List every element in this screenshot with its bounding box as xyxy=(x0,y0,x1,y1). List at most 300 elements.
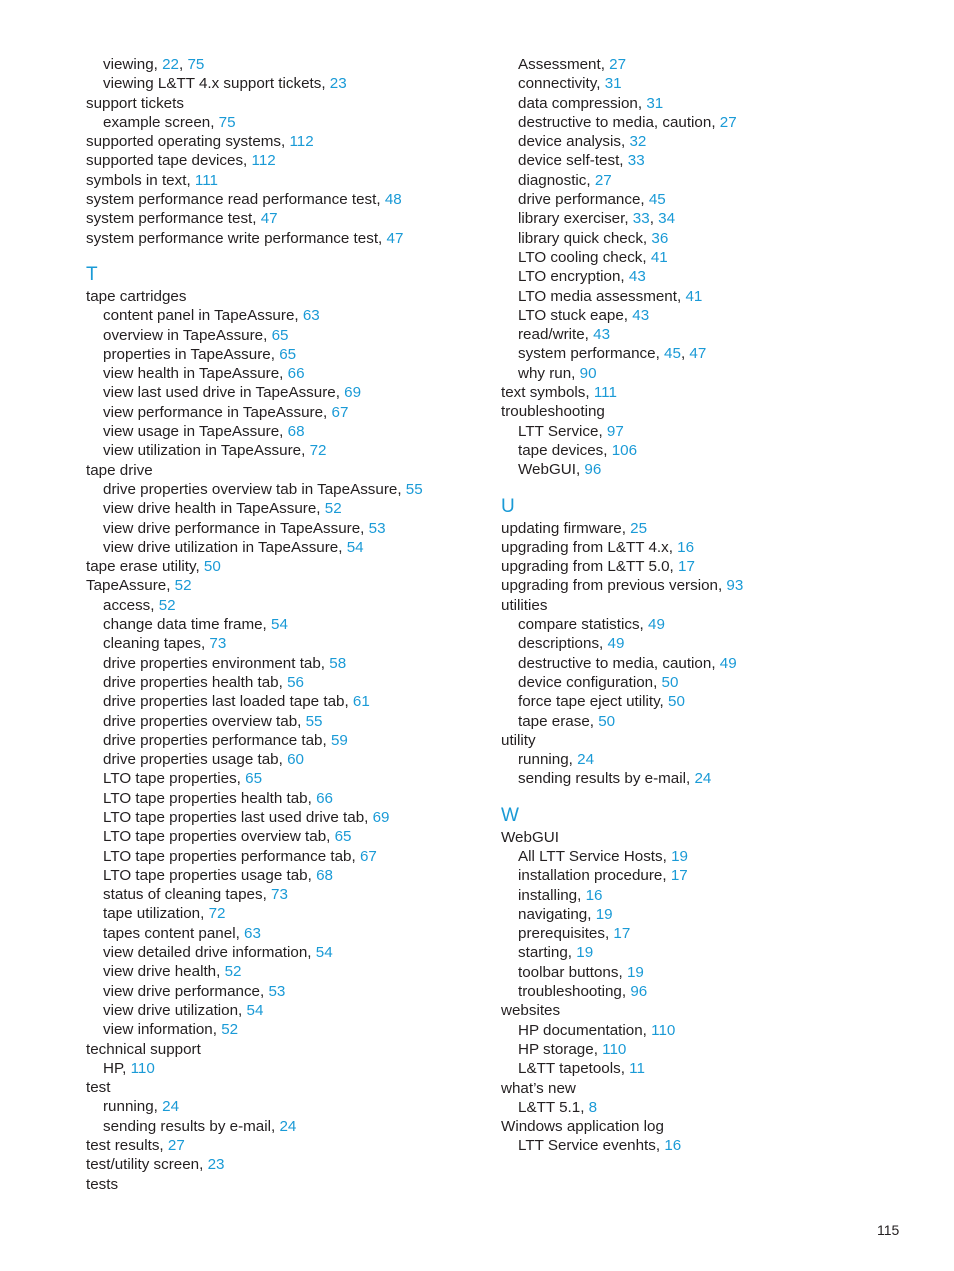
index-entry xyxy=(501,1117,921,1136)
index-subentry xyxy=(501,1098,921,1117)
index-column-left xyxy=(86,55,486,1194)
entry-term: navigating, xyxy=(518,905,592,923)
page-link[interactable]: 16 xyxy=(585,886,603,904)
page-link[interactable]: 93 xyxy=(726,577,744,595)
index-subentry xyxy=(501,113,921,132)
page-link[interactable]: 110 xyxy=(602,1040,627,1058)
page-link[interactable]: 8 xyxy=(588,1098,598,1116)
page-link[interactable]: 66 xyxy=(316,789,333,807)
entry-term: device configuration, xyxy=(518,673,658,691)
page-link[interactable]: 72 xyxy=(208,905,226,923)
entry-term: All LTT Service Hosts, xyxy=(518,847,667,865)
page-link[interactable]: 43 xyxy=(628,268,646,286)
page-link[interactable]: 63 xyxy=(244,924,261,942)
index-subentry xyxy=(501,750,921,769)
index-subentry xyxy=(501,905,921,924)
page-link[interactable]: 75 xyxy=(187,56,205,73)
entry-term: running, xyxy=(518,751,573,769)
entry-term: HP storage, xyxy=(518,1040,598,1058)
index-subentry xyxy=(501,94,921,113)
page-link[interactable]: 52 xyxy=(158,596,176,614)
entry-term: read/write, xyxy=(518,326,589,344)
page-link[interactable]: 47 xyxy=(260,210,278,228)
index-subentry xyxy=(501,55,921,74)
index-subentry xyxy=(86,596,486,615)
index-subentry xyxy=(501,422,921,441)
entry-term: view drive performance in TapeAssure, xyxy=(103,519,365,537)
index-subentry: library exerciser, 33, 34 xyxy=(518,210,676,228)
page-link[interactable]: 36 xyxy=(651,229,669,247)
entry-term: connectivity, xyxy=(518,75,601,93)
index-subentry xyxy=(501,132,921,151)
page-link[interactable]: 52 xyxy=(224,963,242,981)
entry-term: view detailed drive information, xyxy=(103,944,312,962)
index-subentry xyxy=(86,847,486,866)
entry-term: library exerciser, xyxy=(518,210,629,228)
entry-term: text symbols, xyxy=(501,384,590,402)
index-subentry xyxy=(501,460,921,479)
page-link[interactable]: 66 xyxy=(287,365,305,383)
page-link[interactable]: 65 xyxy=(279,345,297,363)
entry-term: upgrading from L&TT 5.0, xyxy=(501,558,674,576)
page-link[interactable]: 67 xyxy=(359,847,377,865)
entry-term: view last used drive in TapeAssure, xyxy=(103,384,340,402)
entry-term: system performance read performance test, xyxy=(86,191,381,209)
index-entry xyxy=(86,287,486,306)
index-subentry xyxy=(86,866,486,885)
entry-term: LTO tape properties health tab, xyxy=(103,789,312,807)
index-subentry xyxy=(86,403,486,422)
index-subentry xyxy=(501,229,921,248)
entry-term: destructive to media, caution, xyxy=(518,654,716,672)
page-link[interactable]: 65 xyxy=(271,326,289,344)
index-subentry: viewing, 22, 75 xyxy=(103,56,205,73)
index-subentry xyxy=(501,267,921,286)
page-link[interactable]: 33 xyxy=(627,152,645,170)
section-letter: U xyxy=(501,495,515,517)
page-link[interactable]: 41 xyxy=(650,248,668,266)
page-link[interactable]: 73 xyxy=(209,635,227,653)
entry-term: view performance in TapeAssure, xyxy=(103,403,328,421)
page-link[interactable]: 27 xyxy=(719,113,737,131)
index-entry xyxy=(86,1175,486,1194)
index-subentry xyxy=(501,866,921,885)
page-link[interactable]: 19 xyxy=(595,905,613,923)
entry-term: tape cartridges xyxy=(86,287,187,305)
entry-term: LTO tape properties performance tab, xyxy=(103,847,356,865)
entry-term: technical support xyxy=(86,1040,201,1058)
page-link[interactable]: 68 xyxy=(287,423,305,441)
page-link[interactable]: 54 xyxy=(346,538,364,556)
entry-term: status of cleaning tapes, xyxy=(103,886,267,904)
entry-term: destructive to media, caution, xyxy=(518,113,716,131)
page-link[interactable]: 56 xyxy=(287,673,304,691)
entry-term: sending results by e-mail, xyxy=(103,1117,276,1135)
entry-term: drive properties environment tab, xyxy=(103,654,326,672)
page-link[interactable]: 17 xyxy=(613,925,631,943)
index-subentry xyxy=(86,750,486,769)
entry-term: tape drive xyxy=(86,461,153,479)
page-link[interactable]: 17 xyxy=(670,867,688,885)
index-subentry xyxy=(86,731,486,750)
page-link[interactable]: 49 xyxy=(719,654,737,672)
index-subentry xyxy=(501,1040,921,1059)
page-link[interactable]: 54 xyxy=(246,1001,264,1019)
page-link[interactable]: 32 xyxy=(629,133,647,151)
index-subentry xyxy=(86,712,486,731)
page-link[interactable]: 34 xyxy=(658,210,676,228)
page-link[interactable]: 65 xyxy=(334,828,352,846)
index-subentry xyxy=(86,519,486,538)
entry-term: upgrading from previous version, xyxy=(501,577,723,595)
index-subentry xyxy=(86,789,486,808)
entry-term: TapeAssure, xyxy=(86,577,171,595)
entry-term: change data time frame, xyxy=(103,616,267,634)
index-subentry xyxy=(501,190,921,209)
entry-term: system performance write performance test, xyxy=(86,229,383,247)
entry-term: example screen, xyxy=(103,113,215,131)
entry-term: tests xyxy=(86,1175,119,1193)
index-subentry xyxy=(86,113,486,132)
entry-term: why run, xyxy=(518,364,576,382)
entry-term: view drive health, xyxy=(103,963,221,981)
page-link[interactable]: 53 xyxy=(268,982,286,1000)
index-entry xyxy=(501,519,921,538)
page-link[interactable]: 53 xyxy=(368,519,386,537)
entry-term: troubleshooting, xyxy=(518,983,627,1001)
page-link[interactable]: 90 xyxy=(579,364,597,382)
entry-term: view usage in TapeAssure, xyxy=(103,423,284,441)
entry-term: tapes content panel, xyxy=(103,924,240,942)
entry-term: test results, xyxy=(86,1137,164,1155)
entry-term: force tape eject utility, xyxy=(518,693,664,711)
entry-term: view information, xyxy=(103,1021,217,1039)
index-subentry xyxy=(501,712,921,731)
index-entry xyxy=(501,1001,921,1020)
page-link[interactable]: 69 xyxy=(344,384,362,402)
index-subentry xyxy=(501,325,921,344)
entry-term: LTO stuck eape, xyxy=(518,306,629,324)
index-entry xyxy=(86,209,486,228)
entry-term: tape devices, xyxy=(518,441,608,459)
page-link[interactable]: 52 xyxy=(174,577,192,595)
index-subentry xyxy=(86,1059,486,1078)
page-link[interactable]: 22 xyxy=(162,56,180,73)
index-subentry xyxy=(501,441,921,460)
page-link[interactable]: 27 xyxy=(609,56,627,73)
page-link[interactable]: 19 xyxy=(671,847,688,865)
index-subentry xyxy=(86,383,486,402)
entry-term: HP documentation, xyxy=(518,1021,647,1039)
index-entry xyxy=(86,1078,486,1097)
index-subentry xyxy=(501,673,921,692)
page-link[interactable]: 16 xyxy=(677,538,695,556)
page-link[interactable]: 25 xyxy=(630,519,648,537)
page-link[interactable]: 52 xyxy=(221,1021,239,1039)
index-entry xyxy=(501,731,921,750)
index-entry xyxy=(86,190,486,209)
entry-term: viewing L&TT 4.x support tickets, xyxy=(103,75,326,93)
index-subentry xyxy=(86,1001,486,1020)
page-link[interactable]: 60 xyxy=(287,751,304,769)
entry-term: LTO tape properties usage tab, xyxy=(103,866,312,884)
entry-term: symbols in text, xyxy=(86,171,191,189)
entry-term: LTO tape properties overview tab, xyxy=(103,828,331,846)
page-link[interactable]: 50 xyxy=(203,558,221,576)
page-link[interactable]: 97 xyxy=(606,422,624,440)
page-link[interactable]: 31 xyxy=(604,75,622,93)
index-subentry: system performance, 45, 47 xyxy=(518,345,707,363)
page-link[interactable]: 52 xyxy=(324,500,342,518)
index-subentry xyxy=(501,943,921,962)
index-subentry xyxy=(501,963,921,982)
entry-term: Assessment, xyxy=(518,56,605,73)
entry-term: LTO cooling check, xyxy=(518,248,647,266)
entry-term: test/utility screen, xyxy=(86,1156,204,1174)
index-subentry xyxy=(86,441,486,460)
entry-term: library quick check, xyxy=(518,229,648,247)
index-entry xyxy=(501,1079,921,1098)
page-link[interactable]: 111 xyxy=(593,384,617,402)
index-entry xyxy=(501,402,921,421)
entry-term: drive properties overview tab in TapeAssure, xyxy=(103,480,402,498)
page-link[interactable]: 49 xyxy=(607,635,625,653)
index-entry xyxy=(501,828,921,847)
entry-term: compare statistics, xyxy=(518,616,644,634)
page-link[interactable]: 96 xyxy=(630,983,648,1001)
index-subentry xyxy=(86,827,486,846)
entry-term: device analysis, xyxy=(518,133,626,151)
page-link[interactable]: 24 xyxy=(694,770,712,788)
page-link[interactable]: 45 xyxy=(664,345,681,363)
entry-term: view drive health in TapeAssure, xyxy=(103,500,321,518)
entry-term: LTT Service, xyxy=(518,422,603,440)
section-letter: W xyxy=(501,804,519,826)
page-link[interactable]: 27 xyxy=(594,171,612,189)
entry-term: descriptions, xyxy=(518,635,604,653)
page-link[interactable]: 69 xyxy=(372,808,390,826)
page-link[interactable]: 16 xyxy=(664,1137,682,1155)
index-subentry xyxy=(86,904,486,923)
entry-term: drive performance, xyxy=(518,191,645,209)
index-subentry xyxy=(86,538,486,557)
page-link[interactable]: 43 xyxy=(593,326,611,344)
entry-term: LTO media assessment, xyxy=(518,287,682,305)
page-link[interactable]: 68 xyxy=(316,866,333,884)
index-subentry xyxy=(501,306,921,325)
page-link[interactable]: 59 xyxy=(330,731,348,749)
page-link[interactable]: 96 xyxy=(584,461,602,479)
page-link[interactable]: 111 xyxy=(194,171,218,189)
entry-term: prerequisites, xyxy=(518,925,610,943)
index-entry xyxy=(86,576,486,595)
index-column-right xyxy=(501,55,921,1156)
page-link[interactable]: 24 xyxy=(162,1098,180,1116)
index-subentry xyxy=(501,634,921,653)
page-link[interactable]: 11 xyxy=(629,1060,645,1078)
page-link[interactable]: 61 xyxy=(352,693,370,711)
index-subentry xyxy=(86,74,486,93)
page-link[interactable]: 24 xyxy=(279,1117,297,1135)
page-link[interactable]: 17 xyxy=(678,558,695,576)
index-subentry xyxy=(86,326,486,345)
page-link[interactable]: 48 xyxy=(384,191,402,209)
entry-term: sending results by e-mail, xyxy=(518,770,691,788)
entry-term: supported operating systems, xyxy=(86,133,286,151)
index-subentry xyxy=(501,151,921,170)
index-entry xyxy=(86,151,486,170)
page-link[interactable]: 67 xyxy=(331,403,349,421)
entry-term: utilities xyxy=(501,596,548,614)
index-entry xyxy=(86,171,486,190)
page-link[interactable]: 72 xyxy=(309,442,327,460)
entry-term: tape erase utility, xyxy=(86,558,200,576)
index-subentry xyxy=(86,615,486,634)
entry-term: HP, xyxy=(103,1059,127,1077)
index-entry xyxy=(86,94,486,113)
index-subentry xyxy=(86,634,486,653)
entry-term: view health in TapeAssure, xyxy=(103,365,284,383)
page-link[interactable]: 112 xyxy=(289,133,314,151)
entry-term: overview in TapeAssure, xyxy=(103,326,268,344)
entry-term: troubleshooting xyxy=(501,403,605,421)
index-subentry xyxy=(86,673,486,692)
entry-term: cleaning tapes, xyxy=(103,635,206,653)
entry-term: installation procedure, xyxy=(518,867,667,885)
page-link[interactable]: 65 xyxy=(245,770,263,788)
page-link[interactable]: 110 xyxy=(130,1059,155,1077)
page-link[interactable]: 47 xyxy=(386,229,404,247)
page-link[interactable]: 41 xyxy=(685,287,703,305)
page-link[interactable]: 27 xyxy=(167,1137,185,1155)
index-subentry xyxy=(86,480,486,499)
entry-term: Windows application log xyxy=(501,1118,664,1136)
entry-term: LTT Service evenhts, xyxy=(518,1137,661,1155)
index-subentry xyxy=(501,248,921,267)
index-entry xyxy=(86,1040,486,1059)
page-link[interactable]: 55 xyxy=(305,712,323,730)
index-subentry xyxy=(86,306,486,325)
entry-term: WebGUI, xyxy=(518,461,581,479)
page-link[interactable]: 54 xyxy=(315,944,333,962)
page-link[interactable]: 106 xyxy=(611,441,638,459)
entry-term: running, xyxy=(103,1098,158,1116)
entry-term: websites xyxy=(501,1002,561,1020)
page-link[interactable]: 54 xyxy=(271,616,288,634)
index-subentry xyxy=(501,287,921,306)
page-link[interactable]: 47 xyxy=(689,345,707,363)
entry-term: L&TT 5.1, xyxy=(518,1098,585,1116)
index-entry xyxy=(501,383,921,402)
page-link[interactable]: 23 xyxy=(329,75,347,93)
entry-term: WebGUI xyxy=(501,828,559,846)
entry-term: drive properties last loaded tape tab, xyxy=(103,693,349,711)
index-entry xyxy=(501,538,921,557)
index-entry xyxy=(501,576,921,595)
index-subentry xyxy=(501,769,921,788)
entry-term: view drive performance, xyxy=(103,982,265,1000)
index-subentry xyxy=(86,943,486,962)
entry-term: tape utilization, xyxy=(103,905,205,923)
page-link[interactable]: 75 xyxy=(218,113,236,131)
page-link[interactable]: 33 xyxy=(632,210,650,228)
page-link[interactable]: 24 xyxy=(577,751,595,769)
index-subentry xyxy=(86,982,486,1001)
entry-term: supported tape devices, xyxy=(86,152,248,170)
index-subentry xyxy=(86,1020,486,1039)
entry-term: LTO encryption, xyxy=(518,268,625,286)
entry-term: data compression, xyxy=(518,94,643,112)
entry-term: content panel in TapeAssure, xyxy=(103,307,299,325)
entry-term: diagnostic, xyxy=(518,171,591,189)
section-letter: T xyxy=(86,263,98,285)
entry-term: drive properties usage tab, xyxy=(103,751,283,769)
entry-term: view drive utilization in TapeAssure, xyxy=(103,538,343,556)
index-subentry xyxy=(501,364,921,383)
page-link[interactable]: 23 xyxy=(207,1156,225,1174)
index-subentry xyxy=(86,962,486,981)
index-subentry xyxy=(86,769,486,788)
page-link[interactable]: 43 xyxy=(632,306,650,324)
page-link[interactable]: 73 xyxy=(271,886,288,904)
index-subentry xyxy=(86,924,486,943)
entry-term: what’s new xyxy=(501,1079,576,1097)
index-entry xyxy=(86,557,486,576)
page-link[interactable]: 45 xyxy=(648,191,666,209)
page-link[interactable]: 50 xyxy=(598,712,616,730)
entry-term: drive properties overview tab, xyxy=(103,712,302,730)
entry-term: drive properties health tab, xyxy=(103,673,283,691)
index-subentry xyxy=(86,654,486,673)
entry-term: test xyxy=(86,1079,111,1097)
index-subentry xyxy=(86,364,486,383)
index-subentry xyxy=(501,924,921,943)
page-link[interactable]: 50 xyxy=(668,693,685,711)
page-link[interactable]: 19 xyxy=(626,963,644,981)
entry-term: LTO tape properties last used drive tab, xyxy=(103,808,369,826)
page-number: 115 xyxy=(877,1222,900,1238)
page-link[interactable]: 110 xyxy=(651,1021,676,1039)
index-entry xyxy=(501,557,921,576)
page-link[interactable]: 19 xyxy=(576,944,594,962)
index-subentry xyxy=(86,499,486,518)
entry-term: utility xyxy=(501,731,536,749)
index-subentry xyxy=(86,885,486,904)
index-subentry xyxy=(501,171,921,190)
entry-term: viewing, xyxy=(103,56,158,73)
index-subentry xyxy=(86,808,486,827)
page-link[interactable]: 112 xyxy=(251,152,276,170)
index-subentry xyxy=(86,692,486,711)
page-link[interactable]: 58 xyxy=(329,654,347,672)
index-entry xyxy=(86,1155,486,1174)
page-link[interactable]: 49 xyxy=(648,616,665,634)
page-link[interactable]: 63 xyxy=(302,307,320,325)
page-link[interactable]: 55 xyxy=(405,480,423,498)
entry-term: L&TT tapetools, xyxy=(518,1060,625,1078)
entry-term: access, xyxy=(103,596,155,614)
page-link[interactable]: 31 xyxy=(646,94,664,112)
page-link[interactable]: 50 xyxy=(661,673,679,691)
entry-term: starting, xyxy=(518,944,573,962)
index-subentry xyxy=(501,74,921,93)
index-subentry xyxy=(501,1021,921,1040)
index-subentry xyxy=(501,847,921,866)
index-subentry xyxy=(86,422,486,441)
index-entry xyxy=(86,229,486,248)
entry-term: upgrading from L&TT 4.x, xyxy=(501,538,673,556)
entry-term: tape erase, xyxy=(518,712,594,730)
